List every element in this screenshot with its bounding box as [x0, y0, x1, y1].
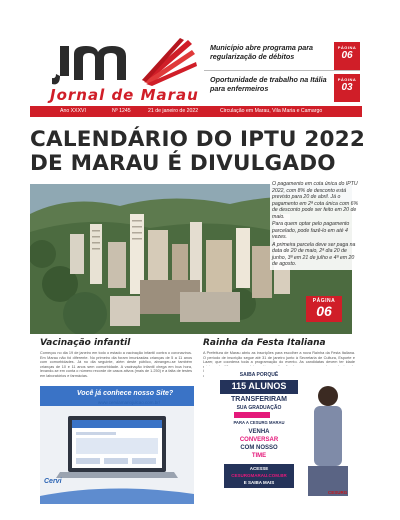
ad-line: SUA GRADUAÇÃO: [236, 405, 282, 411]
website-ad[interactable]: [40, 386, 194, 504]
ad-line: E SAIBA MAIS: [243, 480, 275, 485]
ad-line: CONVERSAR: [239, 437, 279, 443]
ad-line: ACESSE: [249, 466, 269, 471]
ad-line: 115 ALUNOS: [231, 381, 287, 391]
ad-line: TIME: [251, 453, 267, 459]
newspaper-fan-icon: [140, 36, 198, 86]
teaser-italy-nurses[interactable]: [204, 74, 360, 102]
circulation-area: Circulação em Marau, Vila Maria e Camargo: [220, 108, 323, 114]
page-number: 03: [341, 82, 353, 93]
teaser-text: Município abre programa para regularização de débitos: [210, 43, 314, 61]
divider: [204, 70, 360, 71]
ad-line: COM NOSSO: [240, 445, 278, 451]
ad-line[interactable]: CESURGMARAU.COM.BR: [231, 473, 287, 478]
headline-page-badge[interactable]: [306, 296, 342, 322]
masthead: [0, 0, 400, 112]
logo-wordmark: Jornal de Marau: [50, 86, 199, 104]
main-headline: [30, 128, 370, 176]
page-number: 06: [316, 303, 332, 319]
ad-line: TRANSFERIRAM: [231, 396, 287, 403]
teaser-page-badge: [334, 74, 360, 102]
issue-number: Nº 1245: [112, 108, 131, 114]
article-title: Rainha da Festa Italiana: [203, 338, 326, 348]
page-number: 06: [341, 50, 353, 61]
ad-line: VENHA: [248, 429, 270, 435]
article-title: Vacinação infantil: [40, 338, 131, 348]
iptu-paragraph: A primeira parcela deve ser paga na data de 20 de maio, 2ª dia 20 de junho, 3ª em 21 de julho e 4ª em 20 de agosto.: [272, 241, 356, 267]
article-body: A Prefeitura de Marau abriu as inscrições para escolher a nova Rainha da Festa Italiana. O período de inscrição segue até 31 de janeiro junto à Secretaria de Cultura, Esporte e Lazer, que coordena toda a programação do evento. As candidatas devem ter idade: [203, 351, 355, 365]
iptu-details-text: [270, 180, 362, 270]
issue-info-bar: [30, 106, 362, 117]
ad-title: Você já conhece nosso Site?: [76, 390, 174, 397]
iptu-paragraph: O pagamento em cota única do IPTU 2022, com 8% de desconto está previsto para 20 de abril. Já o pagamento em 2ª cota única com 6% de desconto pode ser feito em 20 de maio.: [272, 181, 359, 220]
article-body: Começou no dia 19 de janeiro em todo o estado a vacinação infantil contra o coronavírus. Em Marau não foi diferente. No primeiro dia foram imunizadas crianças de 5 a 11 anos com comorbidades. Já no dia seguinte, além deste público, abrangeu-se também crianças de 10 e 11 anos sem comorbidade. A vacinação infantil chega em boa hora, levando-se em conta o número recorde de casos ativos (mais de 1.250) e a falta de testes em laboratórios e farmácias.: [40, 351, 192, 378]
jm-logo-mark: [52, 40, 138, 86]
teaser-page-badge: [334, 42, 360, 70]
issue-date: 21 de janeiro de 2022: [148, 108, 199, 114]
cesurg-logo: CESURG: [328, 490, 348, 495]
article-child-vaccination: [40, 338, 192, 379]
teaser-text: Oportunidade de trabalho na Itália para enfermeiros: [210, 75, 327, 93]
page-label: PÁGINA: [337, 77, 357, 82]
cesurg-ad[interactable]: [204, 366, 360, 506]
teaser-debt-program[interactable]: [204, 42, 360, 70]
iptu-paragraph: Para quem optar pelo pagamento parcelado, pode fazê-lo em até 4 vezes.: [272, 221, 350, 240]
headline-line-2: DE MARAU É DIVULGADO: [30, 151, 336, 176]
page-label: PÁGINA: [312, 298, 336, 304]
ad-website-link[interactable]: www.cerviamariojulcao.com.br/: [98, 400, 161, 405]
page-label: PÁGINA: [337, 45, 357, 50]
headline-line-1: CALENDÁRIO DO IPTU 2022: [30, 127, 366, 152]
ad-brand-logo: Cervi: [44, 478, 62, 485]
ad-line: SAIBA PORQUÊ: [239, 372, 279, 378]
ad-line: PARA A CESURG MARAU: [233, 420, 285, 425]
issue-year: Ano XXXVI: [60, 108, 86, 114]
